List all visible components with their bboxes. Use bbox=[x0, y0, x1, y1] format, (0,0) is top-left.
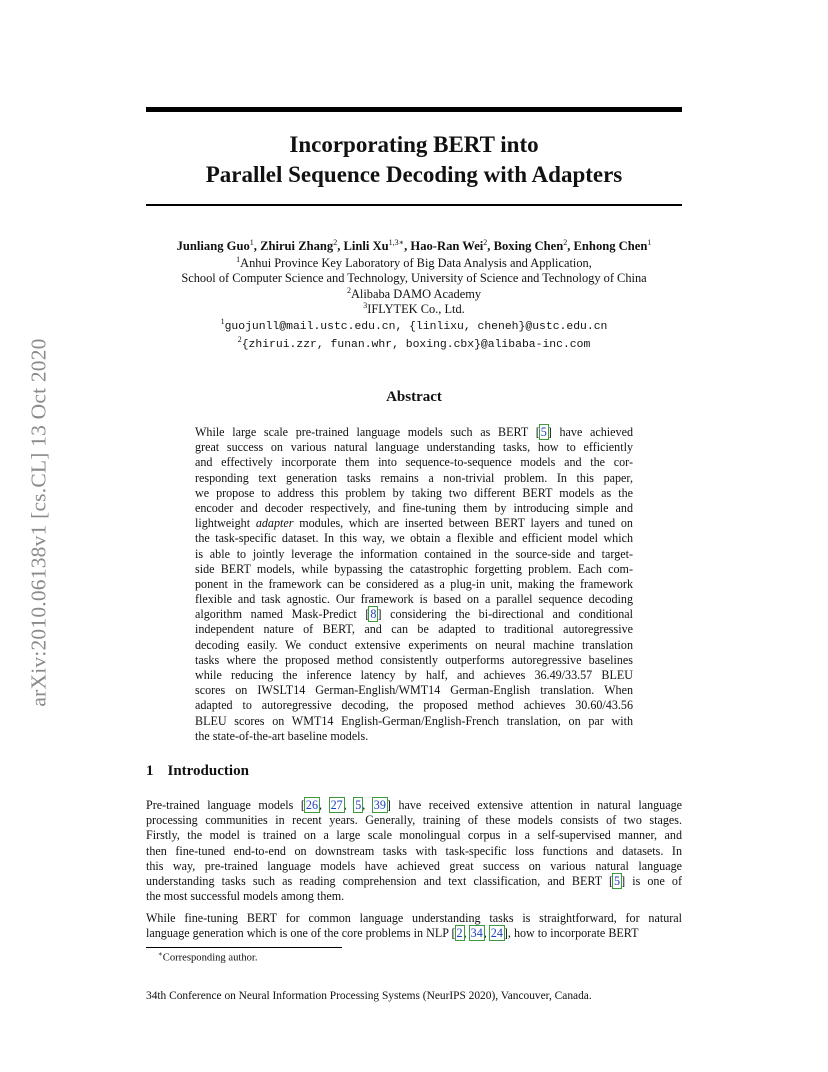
section-title: Introduction bbox=[167, 763, 249, 779]
abstract-heading: Abstract bbox=[386, 389, 442, 405]
citation-link[interactable]: 8 bbox=[370, 607, 377, 622]
author-name: Junliang Guo bbox=[176, 239, 250, 253]
author-affil-mark: 2 bbox=[563, 237, 568, 247]
text-line: independent nature of BERT, and can be adapted to traditional autoregressive bbox=[195, 622, 633, 637]
abstract-body bbox=[195, 425, 633, 744]
email-link[interactable]: guojunll@mail.ustc.edu.cn, {linlixu, cheneh}@ustc.edu.cn bbox=[224, 320, 608, 333]
author-affil-mark: 2 bbox=[483, 237, 488, 247]
text-line: Firstly, the model is trained on a large scale monolingual corpus in a self-supervised manner, and bbox=[146, 828, 682, 843]
intro-paragraph-1 bbox=[146, 798, 682, 904]
footnote-rule bbox=[146, 947, 342, 948]
title-line-2: Parallel Sequence Decoding with Adapters bbox=[205, 162, 623, 187]
email-line: $^2${zhirui.zzr, funan.whr, boxing.cbx}@alibaba-inc.com bbox=[237, 334, 591, 351]
text-line: is able to jointly leverage the information contained in the source-side and target- bbox=[195, 546, 633, 561]
text-line: adapted to autoregressive decoding, the proposed method achieves 30.60/43.56 bbox=[195, 698, 633, 713]
author-name: Enhong Chen bbox=[573, 239, 648, 253]
title-bottom-rule bbox=[146, 204, 682, 206]
citation-link[interactable]: 34 bbox=[470, 926, 483, 941]
text-line: While fine-tuning BERT for common language understanding tasks is straightforward, for natural bbox=[146, 911, 682, 925]
text-line: responding text generation tasks remains a non-trivial problem. In this paper, bbox=[195, 470, 633, 485]
footnote bbox=[158, 950, 258, 964]
text-line: while reducing the inference latency by half, and achieves 36.49/33.57 BLEU bbox=[195, 668, 633, 682]
text-line: flexible and task agnostic. Our framework is based on a parallel sequence decoding bbox=[195, 592, 633, 607]
text-line: great success on various natural language understanding tasks, how to efficiently bbox=[195, 440, 633, 455]
text-line: While large scale pre-trained language models such as BERT [5] have achieved bbox=[195, 425, 633, 439]
citation-link[interactable]: 27 bbox=[330, 798, 343, 812]
author-affil-mark: 2 bbox=[333, 237, 338, 247]
text-line: side BERT models, while bypassing the catastrophic forgetting problem. Each com- bbox=[195, 561, 633, 576]
citation-link[interactable]: 5 bbox=[540, 425, 547, 439]
text-line: language generation which is one of the core problems in NLP [2, 34, 24], how to incorporate BERT bbox=[146, 926, 639, 941]
citation-link[interactable]: 5 bbox=[614, 873, 621, 888]
text-line: tasks where the proposed method consistently outperforms autoregressive baselines bbox=[195, 652, 633, 667]
paper-title bbox=[146, 130, 682, 190]
text-line: this way, pre-trained language models have achieved great success on various natural language bbox=[146, 858, 682, 873]
citation-link[interactable]: 39 bbox=[373, 798, 386, 812]
author-names: Junliang Guo$^1$, Zhirui Zhang$^2$, Linli $Xu^{1,3∗}$, Hao-Ran Wei$^2$, Boxing Chen$^2$, Enhong Chen$^1$ bbox=[176, 237, 652, 253]
intro-paragraph-2 bbox=[146, 911, 682, 941]
text-line: understanding tasks such as reading comprehension and text classification, and BERT [5] is one of bbox=[146, 873, 682, 888]
arxiv-stamp-text: arXiv:2010.06138v1 [cs.CL] 13 Oct 2020 bbox=[26, 337, 51, 707]
text-line: and effectively incorporate them into sequence-to-sequence models and the cor- bbox=[195, 455, 633, 470]
email-link[interactable]: {zhirui.zzr, funan.whr, boxing.cbx}@alibaba-inc.com bbox=[241, 338, 591, 351]
author-affil-mark: 1 bbox=[249, 237, 254, 247]
text-line: Pre-trained language models [26, 27, 5, 39] have received extensive attention in natural language bbox=[146, 798, 682, 812]
affiliation-line: $^2$Alibaba DAMO Academy bbox=[346, 285, 482, 301]
text-line: processing communities in recent years. Generally, training of these models consists of two stages. bbox=[146, 813, 682, 828]
section-number: 1 bbox=[146, 763, 154, 779]
affiliation-line: School of Computer Science and Technology, University of Science and Technology of China bbox=[181, 271, 647, 286]
footnote-mark: ∗ bbox=[158, 950, 163, 958]
citation-link[interactable]: 26 bbox=[305, 798, 319, 812]
text-line: the state-of-the-art baseline models. bbox=[195, 728, 369, 743]
title-line-1: Incorporating BERT into bbox=[289, 132, 539, 157]
author-name: Linli Xu bbox=[343, 239, 389, 253]
conference-footer: 34th Conference on Neural Information Processing Systems (NeurIPS 2020), Vancouver, Canada. bbox=[146, 990, 592, 1002]
text-line: scores on IWSLT14 German-English/WMT14 German-English translation. When bbox=[195, 683, 633, 698]
author-name: Zhirui Zhang bbox=[260, 239, 334, 253]
text-line: the most successful models among them. bbox=[146, 889, 345, 904]
text-line: BLEU scores on WMT14 English-German/English-French translation, on par with bbox=[195, 713, 633, 728]
affiliation-line: $^1$Anhui Province Key Laboratory of Big Data Analysis and Application, bbox=[236, 254, 592, 270]
text-line: the task-specific dataset. In this way, we obtain a flexible and efficient model which bbox=[195, 531, 633, 546]
email-line: $^1$guojunll@mail.ustc.edu.cn, {linlixu, cheneh}@ustc.edu.cn bbox=[220, 316, 608, 333]
author-affil-mark: 1 bbox=[647, 237, 652, 247]
arxiv-stamp bbox=[24, 288, 54, 756]
author-affil-mark: 1,3∗ bbox=[388, 237, 405, 247]
citation-link[interactable]: 5 bbox=[355, 798, 362, 812]
title-top-rule bbox=[146, 107, 682, 112]
text-line: we propose to address this problem by taking two different BERT models as the bbox=[195, 485, 633, 500]
author-name: Boxing Chen bbox=[493, 239, 564, 253]
author-block bbox=[100, 239, 728, 353]
text-line: then fine-tuned end-to-end on downstream tasks with task-specific loss functions and datasets. In bbox=[146, 843, 682, 858]
text-line: decoding easily. We conduct extensive experiments on neural machine translation bbox=[195, 637, 633, 652]
affiliation-line: $^3$IFLYTEK Co., Ltd. bbox=[363, 301, 465, 317]
footnote-text: Corresponding author. bbox=[162, 952, 258, 964]
citation-link[interactable]: 24 bbox=[490, 926, 503, 941]
author-name: Hao-Ran Wei bbox=[410, 239, 484, 253]
text-line: algorithm named Mask-Predict [8] considering the bi-directional and conditional bbox=[195, 607, 633, 622]
text-line: ponent in the framework can be considered as a plug-in unit, making the framework bbox=[195, 576, 633, 591]
section-heading-introduction bbox=[146, 763, 249, 780]
text-line: encoder and decoder respectively, and fine-tuning them by introducing simple and bbox=[195, 500, 633, 515]
text-line: lightweight adapter modules, which are inserted between BERT layers and tuned on bbox=[195, 516, 633, 531]
citation-link[interactable]: 2 bbox=[456, 926, 463, 941]
